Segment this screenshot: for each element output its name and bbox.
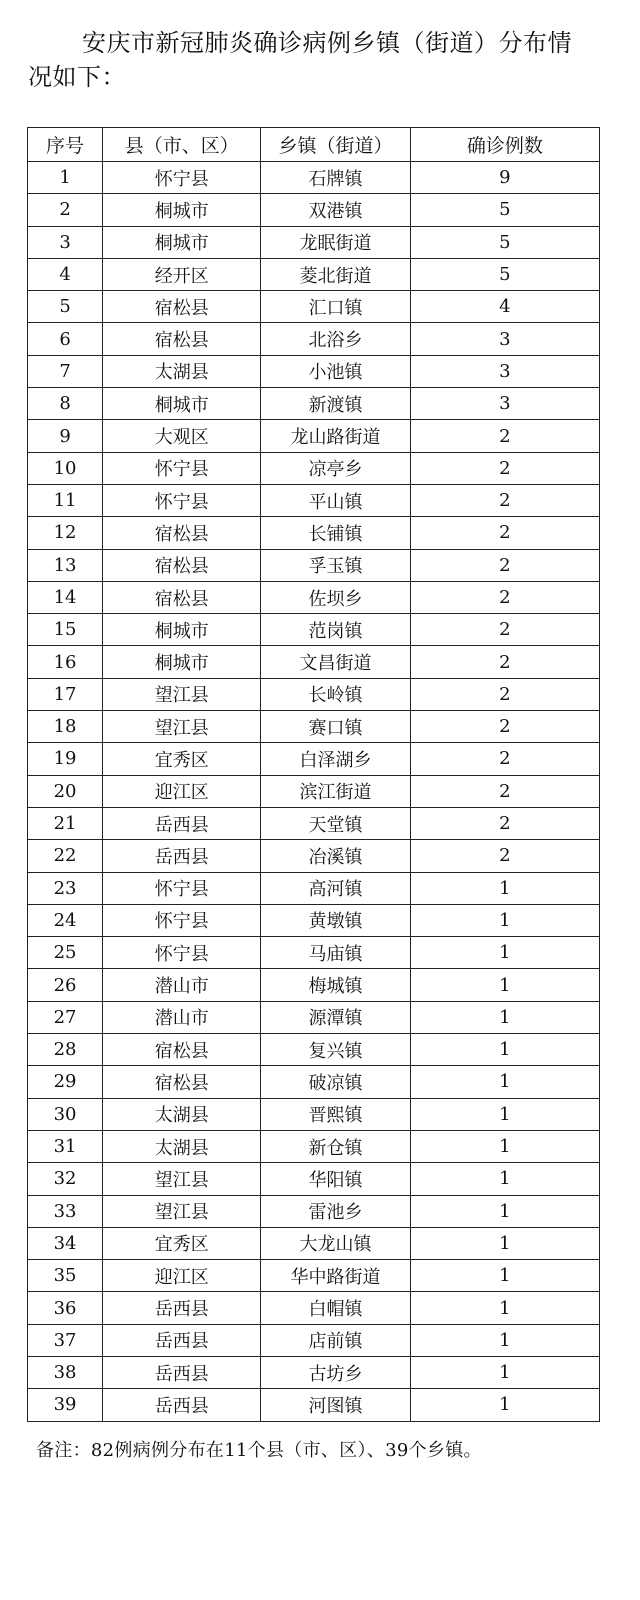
cell-county: 宜秀区 xyxy=(103,1227,261,1259)
cell-township: 华中路街道 xyxy=(261,1260,410,1292)
cell-case-count: 3 xyxy=(410,355,599,387)
cell-index: 19 xyxy=(28,743,103,775)
table-row xyxy=(28,1066,600,1098)
cell-county: 岳西县 xyxy=(103,1292,261,1324)
cell-township: 河图镇 xyxy=(261,1389,410,1421)
cell-county: 桐城市 xyxy=(103,646,261,678)
cell-index: 34 xyxy=(28,1227,103,1259)
table-row xyxy=(28,162,600,194)
cell-index: 3 xyxy=(28,226,103,258)
cell-index: 21 xyxy=(28,807,103,839)
cell-county: 宿松县 xyxy=(103,291,261,323)
table-row xyxy=(28,840,600,872)
table-row xyxy=(28,678,600,710)
footnote: 备注：82例病例分布在11个县（市、区）、39个乡镇。 xyxy=(36,1440,482,1461)
cell-township: 雷池乡 xyxy=(261,1195,410,1227)
cell-township: 新渡镇 xyxy=(261,388,410,420)
cell-township: 大龙山镇 xyxy=(261,1227,410,1259)
table-row xyxy=(28,549,600,581)
table-header-row xyxy=(28,128,600,162)
cell-township: 破凉镇 xyxy=(261,1066,410,1098)
cell-county: 桐城市 xyxy=(103,388,261,420)
cell-case-count: 1 xyxy=(410,1034,599,1066)
cell-township: 孚玉镇 xyxy=(261,549,410,581)
cell-county: 岳西县 xyxy=(103,840,261,872)
cell-case-count: 1 xyxy=(410,937,599,969)
cell-case-count: 9 xyxy=(410,162,599,194)
cell-township: 双港镇 xyxy=(261,194,410,226)
cell-township: 古坊乡 xyxy=(261,1356,410,1388)
table-row xyxy=(28,807,600,839)
table-row xyxy=(28,646,600,678)
cell-township: 源潭镇 xyxy=(261,1001,410,1033)
table-row xyxy=(28,355,600,387)
table-row xyxy=(28,1098,600,1130)
cell-index: 26 xyxy=(28,969,103,1001)
cell-county: 迎江区 xyxy=(103,775,261,807)
cell-index: 2 xyxy=(28,194,103,226)
cell-township: 凉亭乡 xyxy=(261,452,410,484)
cell-county: 怀宁县 xyxy=(103,937,261,969)
cell-township: 范岗镇 xyxy=(261,614,410,646)
cell-county: 宿松县 xyxy=(103,323,261,355)
cell-township: 小池镇 xyxy=(261,355,410,387)
cell-case-count: 2 xyxy=(410,711,599,743)
cell-township: 天堂镇 xyxy=(261,807,410,839)
cell-index: 18 xyxy=(28,711,103,743)
cell-case-count: 1 xyxy=(410,1066,599,1098)
cell-index: 8 xyxy=(28,388,103,420)
cell-township: 白泽湖乡 xyxy=(261,743,410,775)
cell-township: 赛口镇 xyxy=(261,711,410,743)
cell-county: 桐城市 xyxy=(103,226,261,258)
cell-county: 桐城市 xyxy=(103,614,261,646)
cell-county: 太湖县 xyxy=(103,1130,261,1162)
cell-township: 马庙镇 xyxy=(261,937,410,969)
cell-case-count: 2 xyxy=(410,775,599,807)
cell-index: 1 xyxy=(28,162,103,194)
cell-township: 复兴镇 xyxy=(261,1034,410,1066)
cell-county: 望江县 xyxy=(103,711,261,743)
table-row xyxy=(28,291,600,323)
cell-county: 迎江区 xyxy=(103,1260,261,1292)
cell-county: 岳西县 xyxy=(103,1389,261,1421)
cell-county: 宿松县 xyxy=(103,1034,261,1066)
table-row xyxy=(28,1227,600,1259)
table-row xyxy=(28,1163,600,1195)
cell-index: 35 xyxy=(28,1260,103,1292)
cell-township: 长铺镇 xyxy=(261,517,410,549)
cell-index: 28 xyxy=(28,1034,103,1066)
table-row xyxy=(28,1130,600,1162)
cell-case-count: 2 xyxy=(410,549,599,581)
cell-case-count: 1 xyxy=(410,1324,599,1356)
cell-case-count: 1 xyxy=(410,969,599,1001)
cell-index: 31 xyxy=(28,1130,103,1162)
cell-township: 石牌镇 xyxy=(261,162,410,194)
table-row xyxy=(28,743,600,775)
table-row xyxy=(28,581,600,613)
cell-case-count: 2 xyxy=(410,581,599,613)
table-row xyxy=(28,872,600,904)
cell-index: 20 xyxy=(28,775,103,807)
table-row xyxy=(28,388,600,420)
cell-case-count: 4 xyxy=(410,291,599,323)
cell-case-count: 5 xyxy=(410,226,599,258)
table-row xyxy=(28,258,600,290)
cell-county: 怀宁县 xyxy=(103,162,261,194)
cell-case-count: 1 xyxy=(410,1098,599,1130)
cell-township: 滨江街道 xyxy=(261,775,410,807)
cell-case-count: 2 xyxy=(410,646,599,678)
cell-case-count: 2 xyxy=(410,452,599,484)
cell-case-count: 2 xyxy=(410,840,599,872)
cell-township: 龙眠街道 xyxy=(261,226,410,258)
table-row xyxy=(28,1034,600,1066)
cell-case-count: 1 xyxy=(410,872,599,904)
cell-county: 宿松县 xyxy=(103,549,261,581)
cell-index: 30 xyxy=(28,1098,103,1130)
table-row xyxy=(28,452,600,484)
cell-index: 6 xyxy=(28,323,103,355)
table-row xyxy=(28,1260,600,1292)
cell-index: 22 xyxy=(28,840,103,872)
cell-index: 32 xyxy=(28,1163,103,1195)
table-row xyxy=(28,420,600,452)
table-row xyxy=(28,323,600,355)
cell-case-count: 2 xyxy=(410,614,599,646)
cell-index: 37 xyxy=(28,1324,103,1356)
cell-index: 12 xyxy=(28,517,103,549)
cell-index: 14 xyxy=(28,581,103,613)
cell-index: 15 xyxy=(28,614,103,646)
cell-county: 宿松县 xyxy=(103,517,261,549)
cell-index: 16 xyxy=(28,646,103,678)
cell-county: 潜山市 xyxy=(103,969,261,1001)
cell-county: 大观区 xyxy=(103,420,261,452)
cell-index: 11 xyxy=(28,484,103,516)
table-row xyxy=(28,1389,600,1421)
cell-case-count: 1 xyxy=(410,1163,599,1195)
cell-township: 菱北街道 xyxy=(261,258,410,290)
cell-county: 怀宁县 xyxy=(103,484,261,516)
cell-township: 华阳镇 xyxy=(261,1163,410,1195)
table-row xyxy=(28,614,600,646)
cell-township: 晋熙镇 xyxy=(261,1098,410,1130)
header-index: 序号 xyxy=(28,128,103,162)
cell-township: 黄墩镇 xyxy=(261,904,410,936)
cell-index: 10 xyxy=(28,452,103,484)
cell-index: 5 xyxy=(28,291,103,323)
table-row xyxy=(28,517,600,549)
cell-case-count: 1 xyxy=(410,1001,599,1033)
table-row xyxy=(28,484,600,516)
header-township: 乡镇（街道） xyxy=(261,128,410,162)
cell-case-count: 2 xyxy=(410,807,599,839)
document-title: 安庆市新冠肺炎确诊病例乡镇（街道）分布情况如下： xyxy=(28,29,572,91)
cell-index: 27 xyxy=(28,1001,103,1033)
cell-case-count: 5 xyxy=(410,258,599,290)
table-body xyxy=(28,162,600,1422)
cell-case-count: 1 xyxy=(410,1195,599,1227)
cell-county: 宜秀区 xyxy=(103,743,261,775)
cell-county: 怀宁县 xyxy=(103,904,261,936)
cell-township: 高河镇 xyxy=(261,872,410,904)
table-row xyxy=(28,775,600,807)
cell-case-count: 1 xyxy=(410,1227,599,1259)
cell-case-count: 5 xyxy=(410,194,599,226)
cell-case-count: 1 xyxy=(410,1130,599,1162)
cell-county: 宿松县 xyxy=(103,1066,261,1098)
cell-index: 17 xyxy=(28,678,103,710)
cell-county: 岳西县 xyxy=(103,1356,261,1388)
cell-case-count: 1 xyxy=(410,1260,599,1292)
table-row xyxy=(28,937,600,969)
table-row xyxy=(28,1001,600,1033)
cell-index: 36 xyxy=(28,1292,103,1324)
table-row xyxy=(28,1356,600,1388)
cell-township: 白帽镇 xyxy=(261,1292,410,1324)
cell-county: 潜山市 xyxy=(103,1001,261,1033)
cell-county: 太湖县 xyxy=(103,355,261,387)
cell-index: 9 xyxy=(28,420,103,452)
cell-county: 望江县 xyxy=(103,1163,261,1195)
table-row xyxy=(28,226,600,258)
cell-case-count: 1 xyxy=(410,1356,599,1388)
cell-township: 梅城镇 xyxy=(261,969,410,1001)
cell-index: 29 xyxy=(28,1066,103,1098)
cell-county: 宿松县 xyxy=(103,581,261,613)
cell-township: 新仓镇 xyxy=(261,1130,410,1162)
cell-case-count: 2 xyxy=(410,678,599,710)
cell-county: 岳西县 xyxy=(103,1324,261,1356)
cell-case-count: 1 xyxy=(410,904,599,936)
cell-case-count: 3 xyxy=(410,323,599,355)
header-county: 县（市、区） xyxy=(103,128,261,162)
cell-county: 怀宁县 xyxy=(103,452,261,484)
cell-index: 25 xyxy=(28,937,103,969)
cell-index: 33 xyxy=(28,1195,103,1227)
cell-case-count: 2 xyxy=(410,420,599,452)
cell-case-count: 3 xyxy=(410,388,599,420)
cell-county: 岳西县 xyxy=(103,807,261,839)
cell-county: 太湖县 xyxy=(103,1098,261,1130)
header-case-count: 确诊例数 xyxy=(410,128,599,162)
table-row xyxy=(28,194,600,226)
cell-index: 13 xyxy=(28,549,103,581)
table-row xyxy=(28,1292,600,1324)
cell-index: 23 xyxy=(28,872,103,904)
table-row xyxy=(28,1195,600,1227)
cell-county: 怀宁县 xyxy=(103,872,261,904)
cell-county: 望江县 xyxy=(103,1195,261,1227)
cell-township: 冶溪镇 xyxy=(261,840,410,872)
table-row xyxy=(28,904,600,936)
cell-index: 38 xyxy=(28,1356,103,1388)
cell-case-count: 2 xyxy=(410,484,599,516)
cell-case-count: 2 xyxy=(410,517,599,549)
cell-township: 龙山路街道 xyxy=(261,420,410,452)
cell-township: 文昌街道 xyxy=(261,646,410,678)
table-row xyxy=(28,711,600,743)
cell-index: 7 xyxy=(28,355,103,387)
table-row xyxy=(28,969,600,1001)
cell-county: 经开区 xyxy=(103,258,261,290)
cell-index: 39 xyxy=(28,1389,103,1421)
cell-index: 24 xyxy=(28,904,103,936)
cell-case-count: 1 xyxy=(410,1389,599,1421)
cell-township: 店前镇 xyxy=(261,1324,410,1356)
cases-table xyxy=(27,127,600,1422)
cell-township: 平山镇 xyxy=(261,484,410,516)
table-row xyxy=(28,1324,600,1356)
cell-township: 佐坝乡 xyxy=(261,581,410,613)
cell-case-count: 1 xyxy=(410,1292,599,1324)
cell-county: 望江县 xyxy=(103,678,261,710)
cell-township: 汇口镇 xyxy=(261,291,410,323)
cell-township: 长岭镇 xyxy=(261,678,410,710)
cell-case-count: 2 xyxy=(410,743,599,775)
cell-county: 桐城市 xyxy=(103,194,261,226)
cell-township: 北浴乡 xyxy=(261,323,410,355)
cell-index: 4 xyxy=(28,258,103,290)
